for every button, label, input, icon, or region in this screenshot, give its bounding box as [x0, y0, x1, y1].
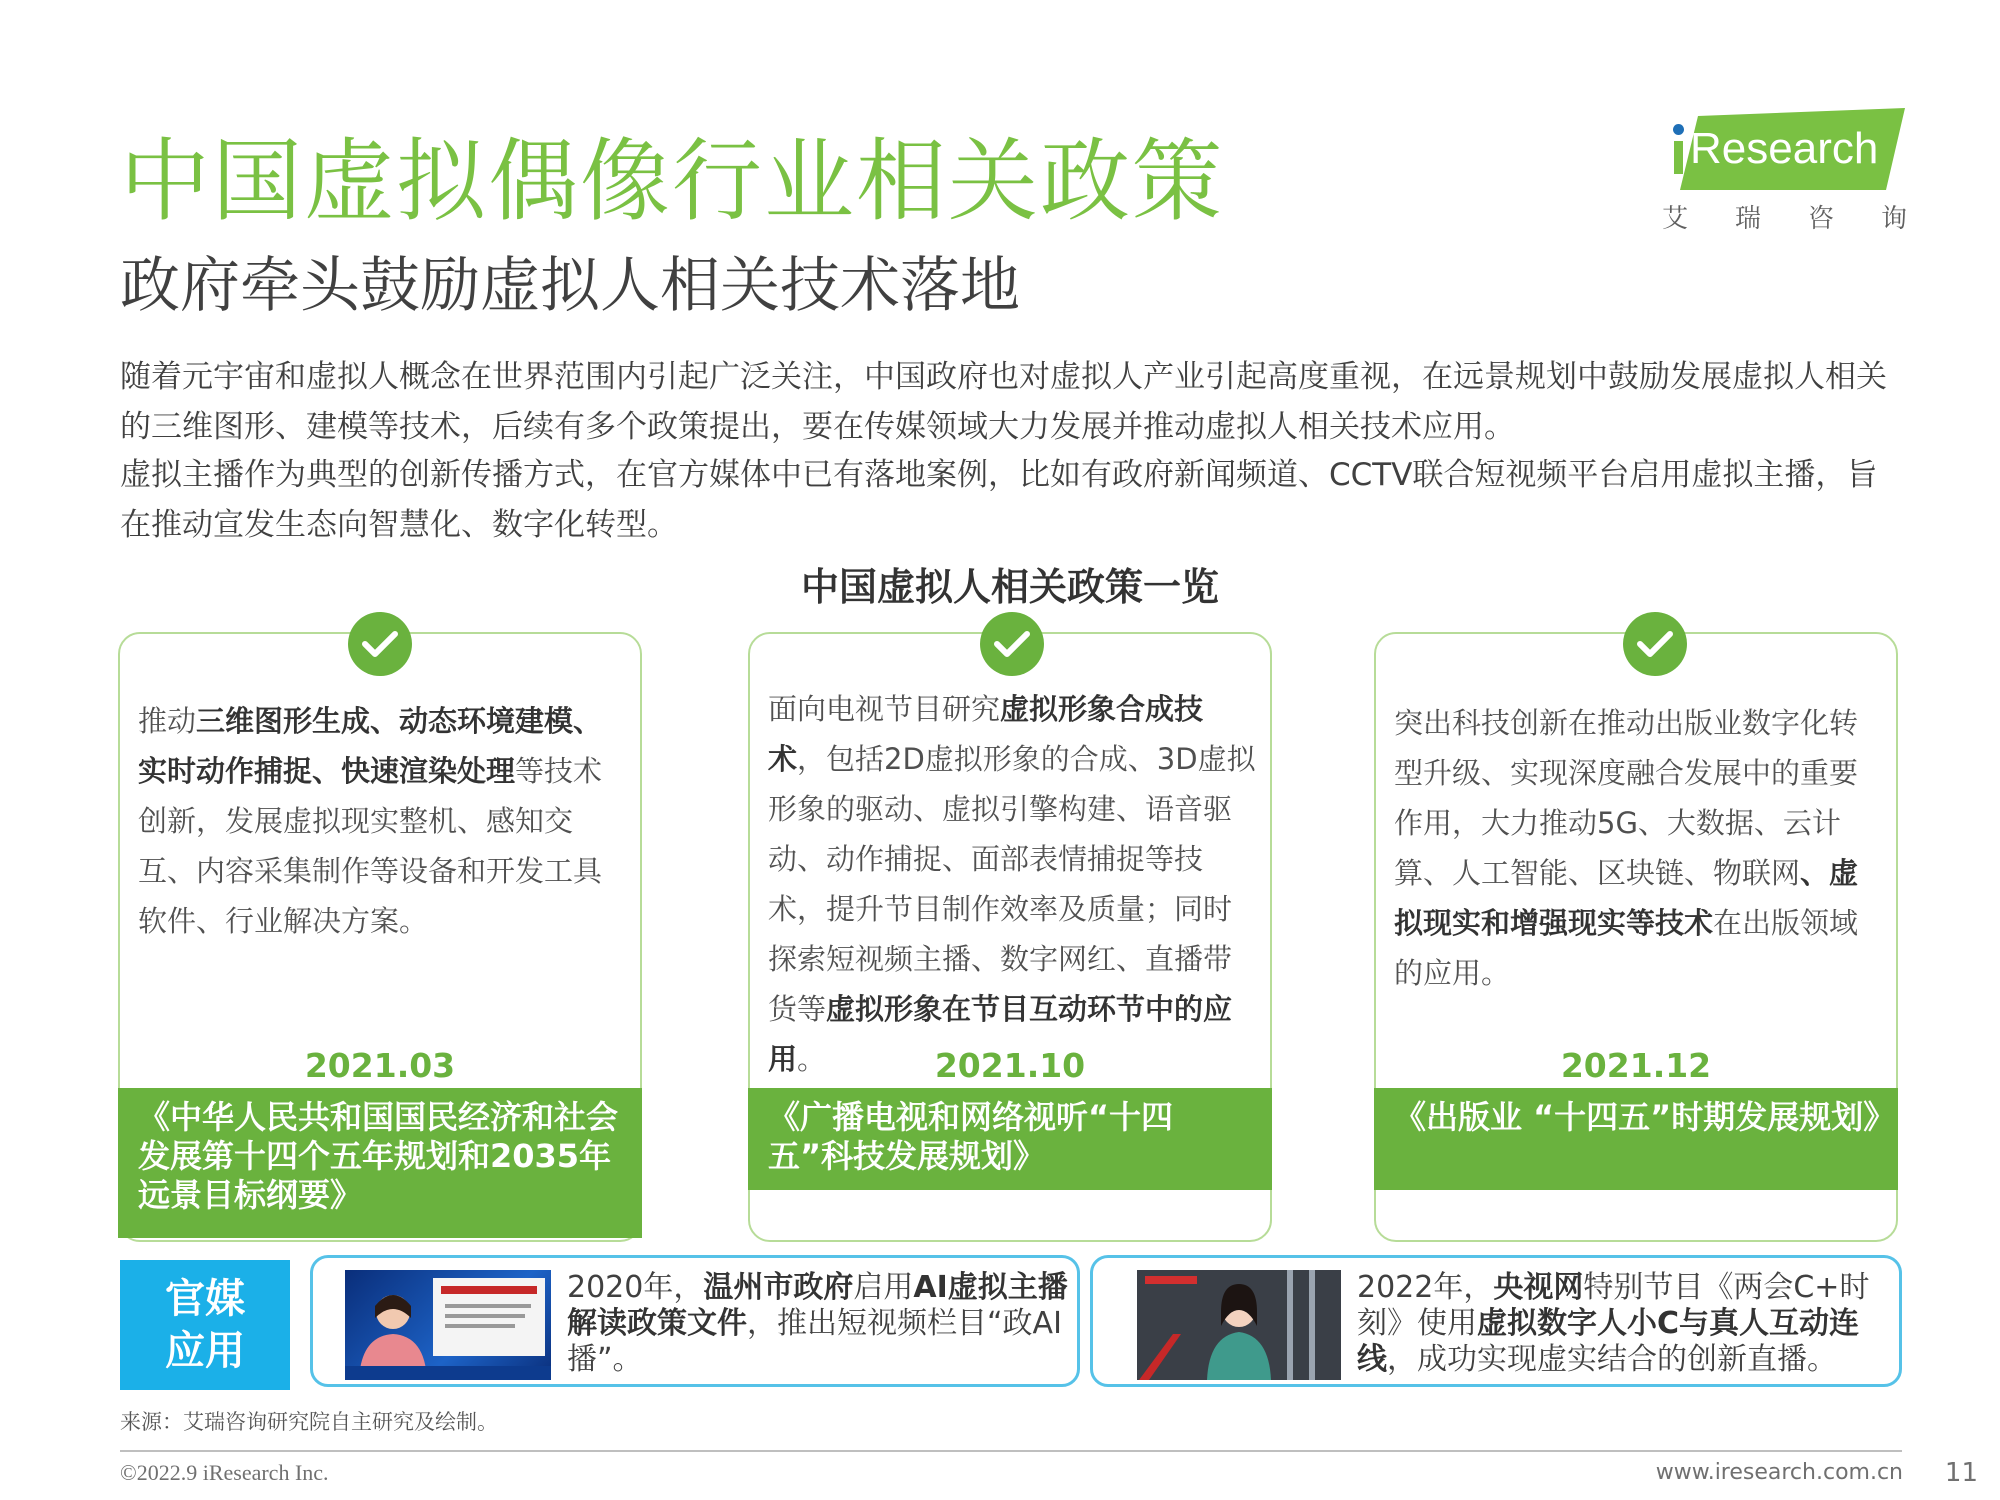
- website-url: www.iresearch.com.cn: [1655, 1460, 1903, 1485]
- body-text: 在出版领域的应用。: [1394, 906, 1859, 990]
- media-case-box: [1090, 1255, 1902, 1387]
- policy-card: [118, 632, 642, 1242]
- highlight-text: 虚拟形象合成技术: [768, 692, 1204, 776]
- logo-word: Research: [1690, 124, 1879, 173]
- policy-card: [748, 632, 1272, 1242]
- body-text: 2022年，: [1357, 1270, 1494, 1305]
- iresearch-logo: [1660, 108, 1910, 234]
- checkmark-icon: [980, 612, 1044, 676]
- policy-document: 《出版业 “十四五”时期发展规划》: [1374, 1088, 1898, 1190]
- highlight-text: 虚拟数字人小C与真人互动连线: [1357, 1306, 1860, 1377]
- media-case-box: [310, 1255, 1080, 1387]
- body-text: ，包括2D虚拟形象的合成、3D虚拟形象的驱动、虚拟引擎构建、语音驱动、动作捕捉、面部表情捕捉等技术，提升节目制作效率及质量；同时探索短视频主播、数字网红、直播带货等: [768, 742, 1256, 1026]
- media-tag-line: 官媒: [165, 1276, 245, 1322]
- media-case-text: [1357, 1270, 1897, 1378]
- body-text: 等技术创新，发展虚拟现实整机、感知交互、内容采集制作等设备和开发工具软件、行业解决方案。: [138, 754, 603, 938]
- body-text: 。: [797, 1042, 827, 1076]
- checkmark-icon: [1623, 612, 1687, 676]
- media-application-tag: [120, 1260, 290, 1390]
- logo-char: 瑞: [1734, 204, 1761, 234]
- highlight-text: 温州市政府: [703, 1270, 854, 1305]
- policy-table-title: 中国虚拟人相关政策一览: [800, 565, 1219, 609]
- virtual-host-thumbnail-icon: [1137, 1270, 1341, 1380]
- checkmark-icon: [348, 612, 412, 676]
- logo-dot-icon: [1673, 124, 1684, 135]
- logo-chinese: [1662, 198, 1907, 235]
- policy-body: [1394, 698, 1882, 998]
- logo-char: 咨: [1807, 204, 1834, 234]
- intro-paragraph-1: 随着元宇宙和虚拟人概念在世界范围内引起广泛关注，中国政府也对虚拟人产业引起高度重视，在远景规划中鼓励发展虚拟人相关的三维图形、建模等技术，后续有多个政策提出，要在传媒领域大力发展并推动虚拟人相关技术应用。: [120, 359, 1887, 445]
- body-text: 启用: [853, 1270, 914, 1305]
- footer-divider: [120, 1450, 1902, 1452]
- news-anchor-thumbnail-icon: [345, 1270, 551, 1380]
- source-note: 来源：艾瑞咨询研究院自主研究及绘制。: [120, 1410, 498, 1434]
- policy-date: 2021.10: [934, 1046, 1086, 1085]
- body-text: 突出科技创新在推动出版业数字化转型升级、实现深度融合发展中的重要作用，大力推动5G、大数据、云计算、人工智能、区块链、物联网: [1394, 706, 1859, 890]
- body-text: 面向电视节目研究: [768, 692, 1001, 726]
- page-subtitle: 政府牵头鼓励虚拟人相关技术落地: [120, 251, 1020, 321]
- body-text: 推动: [138, 704, 197, 738]
- page-number: 11: [1944, 1458, 1978, 1488]
- highlight-text: 、虚拟现实和增强现实等技术: [1394, 856, 1859, 940]
- highlight-text: 虚拟形象在节目互动环节中的应用: [768, 992, 1233, 1076]
- body-text: ，推出短视频栏目“政AI播”。: [567, 1306, 1062, 1377]
- policy-document: 《广播电视和网络视听“十四五”科技发展规划》: [748, 1088, 1272, 1190]
- media-case-text: [567, 1270, 1077, 1378]
- logo-char: 询: [1880, 204, 1907, 234]
- policy-body: [138, 696, 626, 946]
- body-text: 特别节目《两会C+时刻》使用: [1357, 1270, 1870, 1341]
- highlight-text: 三维图形生成、动态环境建模、实时动作捕捉、快速渲染处理: [138, 704, 603, 788]
- policy-document: 《中华人民共和国国民经济和社会发展第十四个五年规划和2035年远景目标纲要》: [118, 1088, 642, 1238]
- policy-date: 2021.03: [304, 1046, 456, 1085]
- body-text: 2020年，: [567, 1270, 704, 1305]
- policy-card: [1374, 632, 1898, 1242]
- logo-char: 艾: [1662, 204, 1689, 234]
- copyright: ©2022.9 iResearch Inc.: [120, 1460, 329, 1485]
- media-tag-line: 应用: [165, 1328, 245, 1374]
- highlight-text: AI虚拟主播解读政策文件: [567, 1270, 1068, 1341]
- policy-body: [768, 684, 1256, 1084]
- page-title: 中国虚拟偶像行业相关政策: [120, 129, 1224, 234]
- body-text: ，成功实现虚实结合的创新直播。: [1387, 1342, 1837, 1377]
- highlight-text: 央视网: [1493, 1270, 1584, 1305]
- intro-paragraph-2: 虚拟主播作为典型的创新传播方式，在官方媒体中已有落地案例，比如有政府新闻频道、CCTV联合短视频平台启用虚拟主播，旨在推动宣发生态向智慧化、数字化转型。: [120, 457, 1878, 543]
- logo-letter-i: [1674, 141, 1683, 174]
- policy-date: 2021.12: [1560, 1046, 1712, 1085]
